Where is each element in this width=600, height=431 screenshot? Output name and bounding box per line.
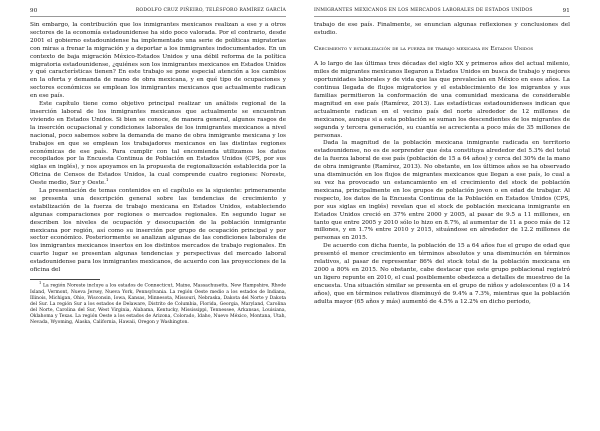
page-number-left: 90 (30, 8, 38, 14)
footnote (30, 283, 286, 326)
body-paragraph: La presentación de temas contenidos en el capítulo es la siguiente: primeramente se presenta una descripción general sobre las tendencias de crecimiento y estabilización de la fuerza de trabajo mexicana en Estados Unidos, estableciendo algunas comparaciones por regiones o mercados regionales. En segundo lugar se describen los niveles de ocupación y desocupación de la población inmigrante mexicana por región, así como su inserción por grupo de ocupación principal y por sector económico. Posteriormente se analizan algunas de las condiciones laborales de los inmigrantes mexicanos insertos en los distintos mercados de trabajo regionales. En cuarto lugar se presentan algunas tendencias y perspectivas del mercado laboral estadounidense para los inmigrantes mexicanos, de acuerdo con las proyecciones de la oficina del (30, 188, 286, 274)
body-paragraph (30, 101, 286, 188)
footnote-reference: 1 (106, 177, 109, 183)
footnote-number: 1 (39, 281, 42, 285)
footnote-divider (30, 279, 100, 280)
footnote-text: La región Noreste incluye a los estados de Connecticut, Maine, Massachusetts, New Hampshire, Rhode Island, Vermont, Nueva Jersey, Nueva York, Pennsylvania. La región Oeste medio a los estados de Indiana, Illinois, Michigan, Ohio, Wisconsin, Iowa, Kansas, Minnesota, Missouri, Nebraska, Dakota del Norte y Dakota del Sur. La región Sur a los estados de Delaware, Distrito de Columbia, Florida, Georgia, Maryland, Carolina del Norte, Carolina del Sur, West Virginia, Alabama, Kentucky, Mississippi, Tennessee, Arkansas, Louisiana, Oklahoma y Texas. La región Oeste a los estados de Arizona, Colorado, Idaho, Nuevo México, Montana, Utah, Nevada, Wyoming, Alaska, California, Hawaii, Oregon y Washington. (30, 283, 286, 326)
running-head-authors: RODOLFO CRUZ PIÑEIRO, TELÉSFORO RAMÍREZ GARCÍA (135, 8, 286, 13)
running-head-left (30, 8, 286, 17)
page-number-right: 91 (562, 8, 570, 14)
running-head-right (314, 8, 570, 17)
body-paragraph: Sin embargo, la contribución que los inmigrantes mexicanos realizan a ese y a otros sectores de la economía estadounidense ha sido poco valorada. Por el contrario, desde 2001 el gobierno estadounidense ha implementado una serie de políticas migratorias con miras a frenar la migración y a deportar a los inmigrantes indocumentados. En un contexto de baja migración México-Estados Unidos y una débil reforma de la política migratoria estadounidense, ¿quiénes son los inmigrantes mexicanos en Estados Unidos y qué características tienen? En este trabajo se pone especial atención a los cambios en la oferta y demanda de mano de obra mexicana, y en qué tipo de ocupaciones y sectores económicos se emplean los inmigrantes mexicanos que actualmente radican en ese país. (30, 22, 286, 100)
body-paragraph: Dada la magnitud de la población mexicana inmigrante radicada en territorio estadounidense, no es de sorprender que ésta constituya alrededor del 5.3% del total de la fuerza laboral de ese país (población de 15 a 64 años) y cerca del 30% de la mano de obra inmigrante (Ramírez, 2013). No obstante, en los últimos años se ha observado una disminución en los flujos de migrantes mexicanos que llegan a ese país, lo cual a su vez ha provocado un estancamiento en el crecimiento del stock de población mexicana, principalmente en los grupos de población joven o en edad de trabajar. Al respecto, los datos de la Encuesta Continua de la Población en Estados Unidos (CPS, por sus siglas en inglés) revelan que el stock de población mexicana inmigrante en Estados Unidos creció en 37% entre 2000 y 2005, al pasar de 9.5 a 11 millones, en tanto que entre 2005 y 2010 sólo lo hizo en 8.7%, al aumentar de 11 a poco más de 12 millones, y en 1.7% entre 2010 y 2015, situándose en alrededor de 12.2 millones de personas en 2015. (314, 140, 570, 242)
body-paragraph: trabajo de ese país. Finalmente, se enuncian algunas reflexiones y conclusiones del estudio. (314, 22, 570, 36)
body-paragraph: De acuerdo con dicha fuente, la población de 15 a 64 años fue el grupo de edad que presentó el menor crecimiento en términos absolutos y una disminución en términos relativos, al pasar de representar 86% del stock total de la población mexicana en 2000 a 80% en 2015. No obstante, cabe destacar que este grupo poblacional registró un ligero repunte en 2010, el cual posiblemente obedezca a detalles de muestreo de la encuesta. Una situación similar se presenta en el grupo de niños y adolescentes (0 a 14 años), que en términos relativos disminuyó de 9.4% a 7.3%, mientras que la población adulta mayor (65 años y más) aumentó de 4.5% a 12.2% en dicho periodo, (314, 243, 570, 305)
paragraph-text: Este capítulo tiene como objetivo principal realizar un análisis regional de la inserción laboral de los inmigrantes mexicanos que actualmente se encuentran viviendo en Estados Unidos. Si bien se conoce, de manera general, algunos rasgos de la inserción ocupacional y condiciones laborales de los inmigrantes mexicanos a nivel nacional, poco sabemos sobre la demanda de mano de obra inmigrante mexicana y los trabajos en que se emplean los trabajadores mexicanos en las distintas regiones económicas de ese país. Para cumplir con tal encomienda utilizamos los datos recopilados por la Encuesta Continua de Población en Estados Unidos (CPS, por sus siglas en inglés), y nos apoyamos en la propuesta de regionalización establecida por la Oficina de Censos de Estados Unidos, la cual comprende cuatro regiones: Noreste, Oeste medio, Sur y Oeste. (30, 101, 286, 187)
section-heading: Crecimiento y estabilización de la fuerza de trabajo mexicana en Estados Unidos (314, 45, 534, 52)
running-head-title: INMIGRANTES MEXICANOS EN LOS MERCADOS LABORALES DE ESTADOS UNIDOS (314, 8, 533, 13)
body-paragraph: A lo largo de las últimas tres décadas del siglo XX y primeros años del actual milenio, miles de migrantes mexicanos llegaron a Estados Unidos en busca de trabajo y mejores oportunidades laborales y de vida que las que prevalecían en México en esos años. La continua llegada de flujos migratorios y el establecimiento de los migrantes y sus familias permitieron la conformación de una comunidad mexicana de considerable magnitud en ese país (Ramírez, 2013). Las estadísticas estadounidenses indican que actualmente radican en el vecino país del norte alrededor de 12 millones de mexicanos, aunque si a esta población se suman los descendientes de los migrantes de segunda y tercera generación, su cuantía se acrecienta a poco más de 35 millones de personas. (314, 61, 571, 139)
right-page (300, 0, 600, 431)
